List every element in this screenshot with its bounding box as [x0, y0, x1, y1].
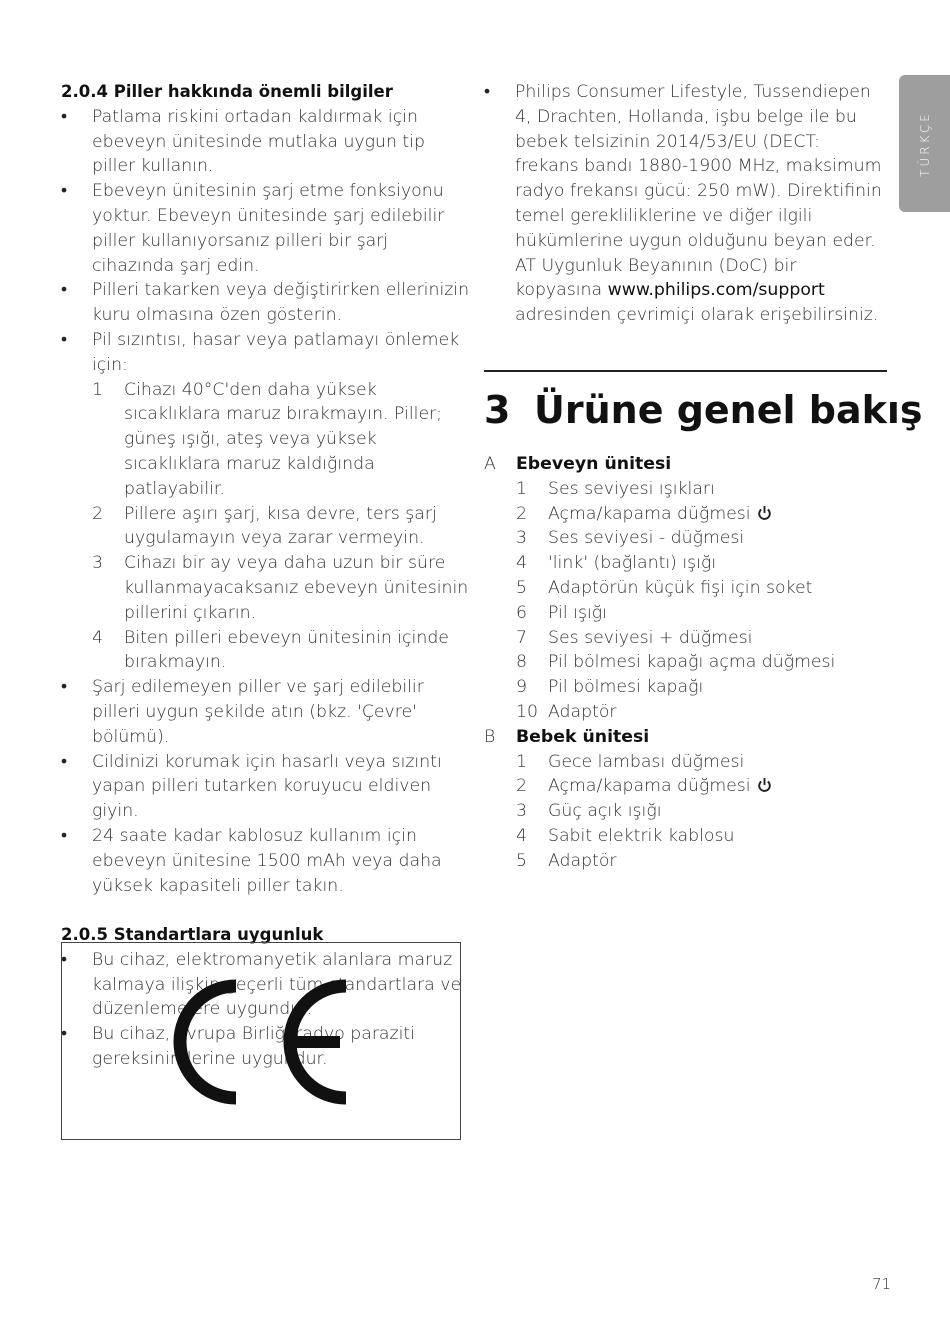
list-item	[516, 824, 889, 849]
declaration-text: Philips Consumer Lifestyle, Tussendiepen 4, Drachten, Hollanda, işbu belge ile bu bebek telsizinin 2014/53/EU (DECT: frekans bandı 1880-1900 MHz, maksimum radyo frekansı gücü: 250 mW). Direktifinin temel gerekliliklerine ve diğer ilgili hükümlerine uygun olduğunu beyan eder. AT Uygunluk Beyanının (DoC) bir kopyasına	[515, 82, 882, 301]
power-icon	[757, 505, 772, 521]
section-title	[484, 387, 923, 433]
item-text: Açma/kapama düğmesi	[548, 503, 751, 524]
list-item	[516, 799, 889, 824]
list-item	[516, 700, 889, 725]
item-text: Pillere aşırı şarj, kısa devre, ters şarj uygulamayın veya zarar vermeyin.	[124, 503, 437, 549]
declaration-text-end: adresinden çevrimiçi olarak erişebilirsiniz.	[515, 305, 879, 326]
list-item	[516, 601, 889, 626]
item-text: Açma/kapama düğmesi	[548, 776, 751, 797]
list-item	[516, 675, 889, 700]
list-item: • 24 saate kadar kablosuz kullanım için ebeveyn ünitesine 1500 mAh veya daha yüksek kapasiteli piller takın.	[61, 824, 471, 898]
item-number: 10	[516, 701, 538, 722]
list-item	[516, 849, 889, 874]
power-icon	[757, 777, 772, 793]
support-link[interactable]: www.philips.com/support	[607, 280, 825, 301]
list-item	[516, 551, 889, 576]
item-text: Adaptör	[548, 850, 617, 871]
language-tab-label: TÜRKÇE	[917, 110, 932, 177]
item-text: Ses seviyesi + düğmesi	[548, 627, 753, 648]
item-number: 1	[92, 379, 103, 400]
item-text: Pil bölmesi kapağı açma düğmesi	[548, 652, 836, 673]
list-item	[516, 477, 889, 502]
item-number: 3	[92, 553, 103, 574]
section-divider	[484, 370, 887, 372]
item-text: Adaptörün küçük fişi için soket	[548, 577, 813, 598]
list-item	[516, 502, 889, 527]
heading-standards-compliance: 2.0.5 Standartlara uygunluk	[61, 925, 324, 945]
group-letter: B	[484, 726, 496, 747]
battery-sub-list	[92, 378, 471, 676]
sub-list-item	[92, 551, 471, 625]
item-number: 2	[92, 503, 103, 524]
item-number: 4	[92, 627, 103, 648]
item-text: Pil bölmesi kapağı	[548, 677, 704, 698]
language-tab[interactable]	[899, 75, 950, 212]
right-column	[484, 80, 889, 328]
item-text: Pil ışığı	[548, 602, 607, 623]
item-number: 3	[516, 801, 527, 822]
item-text: Biten pilleri ebeveyn ünitesinin içinde bırakmayın.	[124, 627, 449, 673]
item-number: 6	[516, 602, 527, 623]
item-text: Cihazı 40°C'den daha yüksek sıcaklıklara maruz bırakmayın. Piller; güneş ışığı, ateş veya yüksek sıcaklıklara maruz kaldığında patlayabilir.	[124, 379, 443, 499]
item-number: 4	[516, 553, 527, 574]
item-number: 1	[516, 478, 527, 499]
item-number: 2	[516, 503, 527, 524]
item-number: 4	[516, 825, 527, 846]
item-number: 5	[516, 850, 527, 871]
item-number: 2	[516, 776, 527, 797]
item-number: 9	[516, 677, 527, 698]
heading-battery-info: 2.0.4 Piller hakkında önemli bilgiler	[61, 82, 393, 101]
list-item: • Pilleri takarken veya değiştirirken ellerinizin kuru olmasına özen gösterin.	[61, 278, 471, 328]
sub-list-item	[92, 626, 471, 676]
list-item	[516, 774, 889, 799]
list-item: • Şarj edilemeyen piller ve şarj edilebilir pilleri uygun şekilde atın (bkz. 'Çevre' bölümü).	[61, 675, 471, 749]
item-number: 3	[516, 528, 527, 549]
left-column	[61, 80, 471, 1072]
baby-unit-items	[516, 750, 889, 874]
list-item: • Patlama riskini ortadan kaldırmak için ebeveyn ünitesinde mutlaka uygun tip piller kullanın.	[61, 105, 471, 179]
declaration-list	[484, 80, 889, 328]
group-letter: A	[484, 454, 496, 474]
item-number: 1	[516, 751, 527, 772]
group-baby-unit	[484, 725, 889, 874]
sub-list-item	[92, 378, 471, 502]
item-text: Ses seviyesi - düğmesi	[548, 528, 745, 549]
list-item: • Bu cihaz, elektromanyetik alanlara maruz kalmaya ilişkin geçerli tüm standartlara ve düzenlemelere uygundur.	[61, 948, 471, 1022]
item-text: Sabit elektrik kablosu	[548, 825, 735, 846]
ce-mark-box	[61, 942, 461, 1140]
item-number: 7	[516, 627, 527, 648]
parent-unit-items	[516, 477, 889, 725]
list-item	[516, 750, 889, 775]
page-number: 71	[872, 1275, 892, 1293]
group-parent-unit	[484, 452, 889, 725]
item-text: Adaptör	[548, 701, 617, 722]
item-text: Cihazı bir ay veya daha uzun bir süre kullanmayacaksanız ebeveyn ünitesinin pillerini çıkarın.	[124, 553, 469, 623]
group-title: Ebeveyn ünitesi	[516, 454, 672, 474]
item-text: Ses seviyesi ışıkları	[548, 478, 715, 499]
section-title-text: Ürüne genel bakış	[534, 388, 923, 432]
list-item	[516, 576, 889, 601]
list-item: • Cildinizi korumak için hasarlı veya sızıntı yapan pilleri tutarken koruyucu eldiven giyin.	[61, 750, 471, 824]
item-number: 5	[516, 577, 527, 598]
list-item	[516, 626, 889, 651]
item-number: 8	[516, 652, 527, 673]
list-item	[516, 526, 889, 551]
ce-mark-logo	[168, 973, 358, 1111]
item-text: Gece lambası düğmesi	[548, 751, 745, 772]
item-text: Güç açık ışığı	[548, 801, 662, 822]
group-title: Bebek ünitesi	[516, 726, 650, 747]
list-item: • Bu cihaz, Avrupa Birliği radyo paraziti gereksinimlerine uygundur.	[61, 1022, 471, 1072]
item-text: 'link' (bağlantı) ışığı	[548, 553, 717, 574]
section-number: 3	[484, 388, 511, 432]
list-item: • Ebeveyn ünitesinin şarj etme fonksiyonu yoktur. Ebeveyn ünitesinde şarj edilebilir piller kullanıyorsanız pilleri bir şarj cihazında şarj edin.	[61, 179, 471, 278]
declaration-item	[484, 80, 889, 328]
battery-bullet-list	[61, 105, 471, 899]
list-item	[516, 650, 889, 675]
product-overview	[484, 452, 889, 874]
list-item-text: Pil sızıntısı, hasar veya patlamayı önlemek için:	[92, 329, 460, 375]
list-item	[61, 328, 471, 675]
sub-list-item	[92, 502, 471, 552]
